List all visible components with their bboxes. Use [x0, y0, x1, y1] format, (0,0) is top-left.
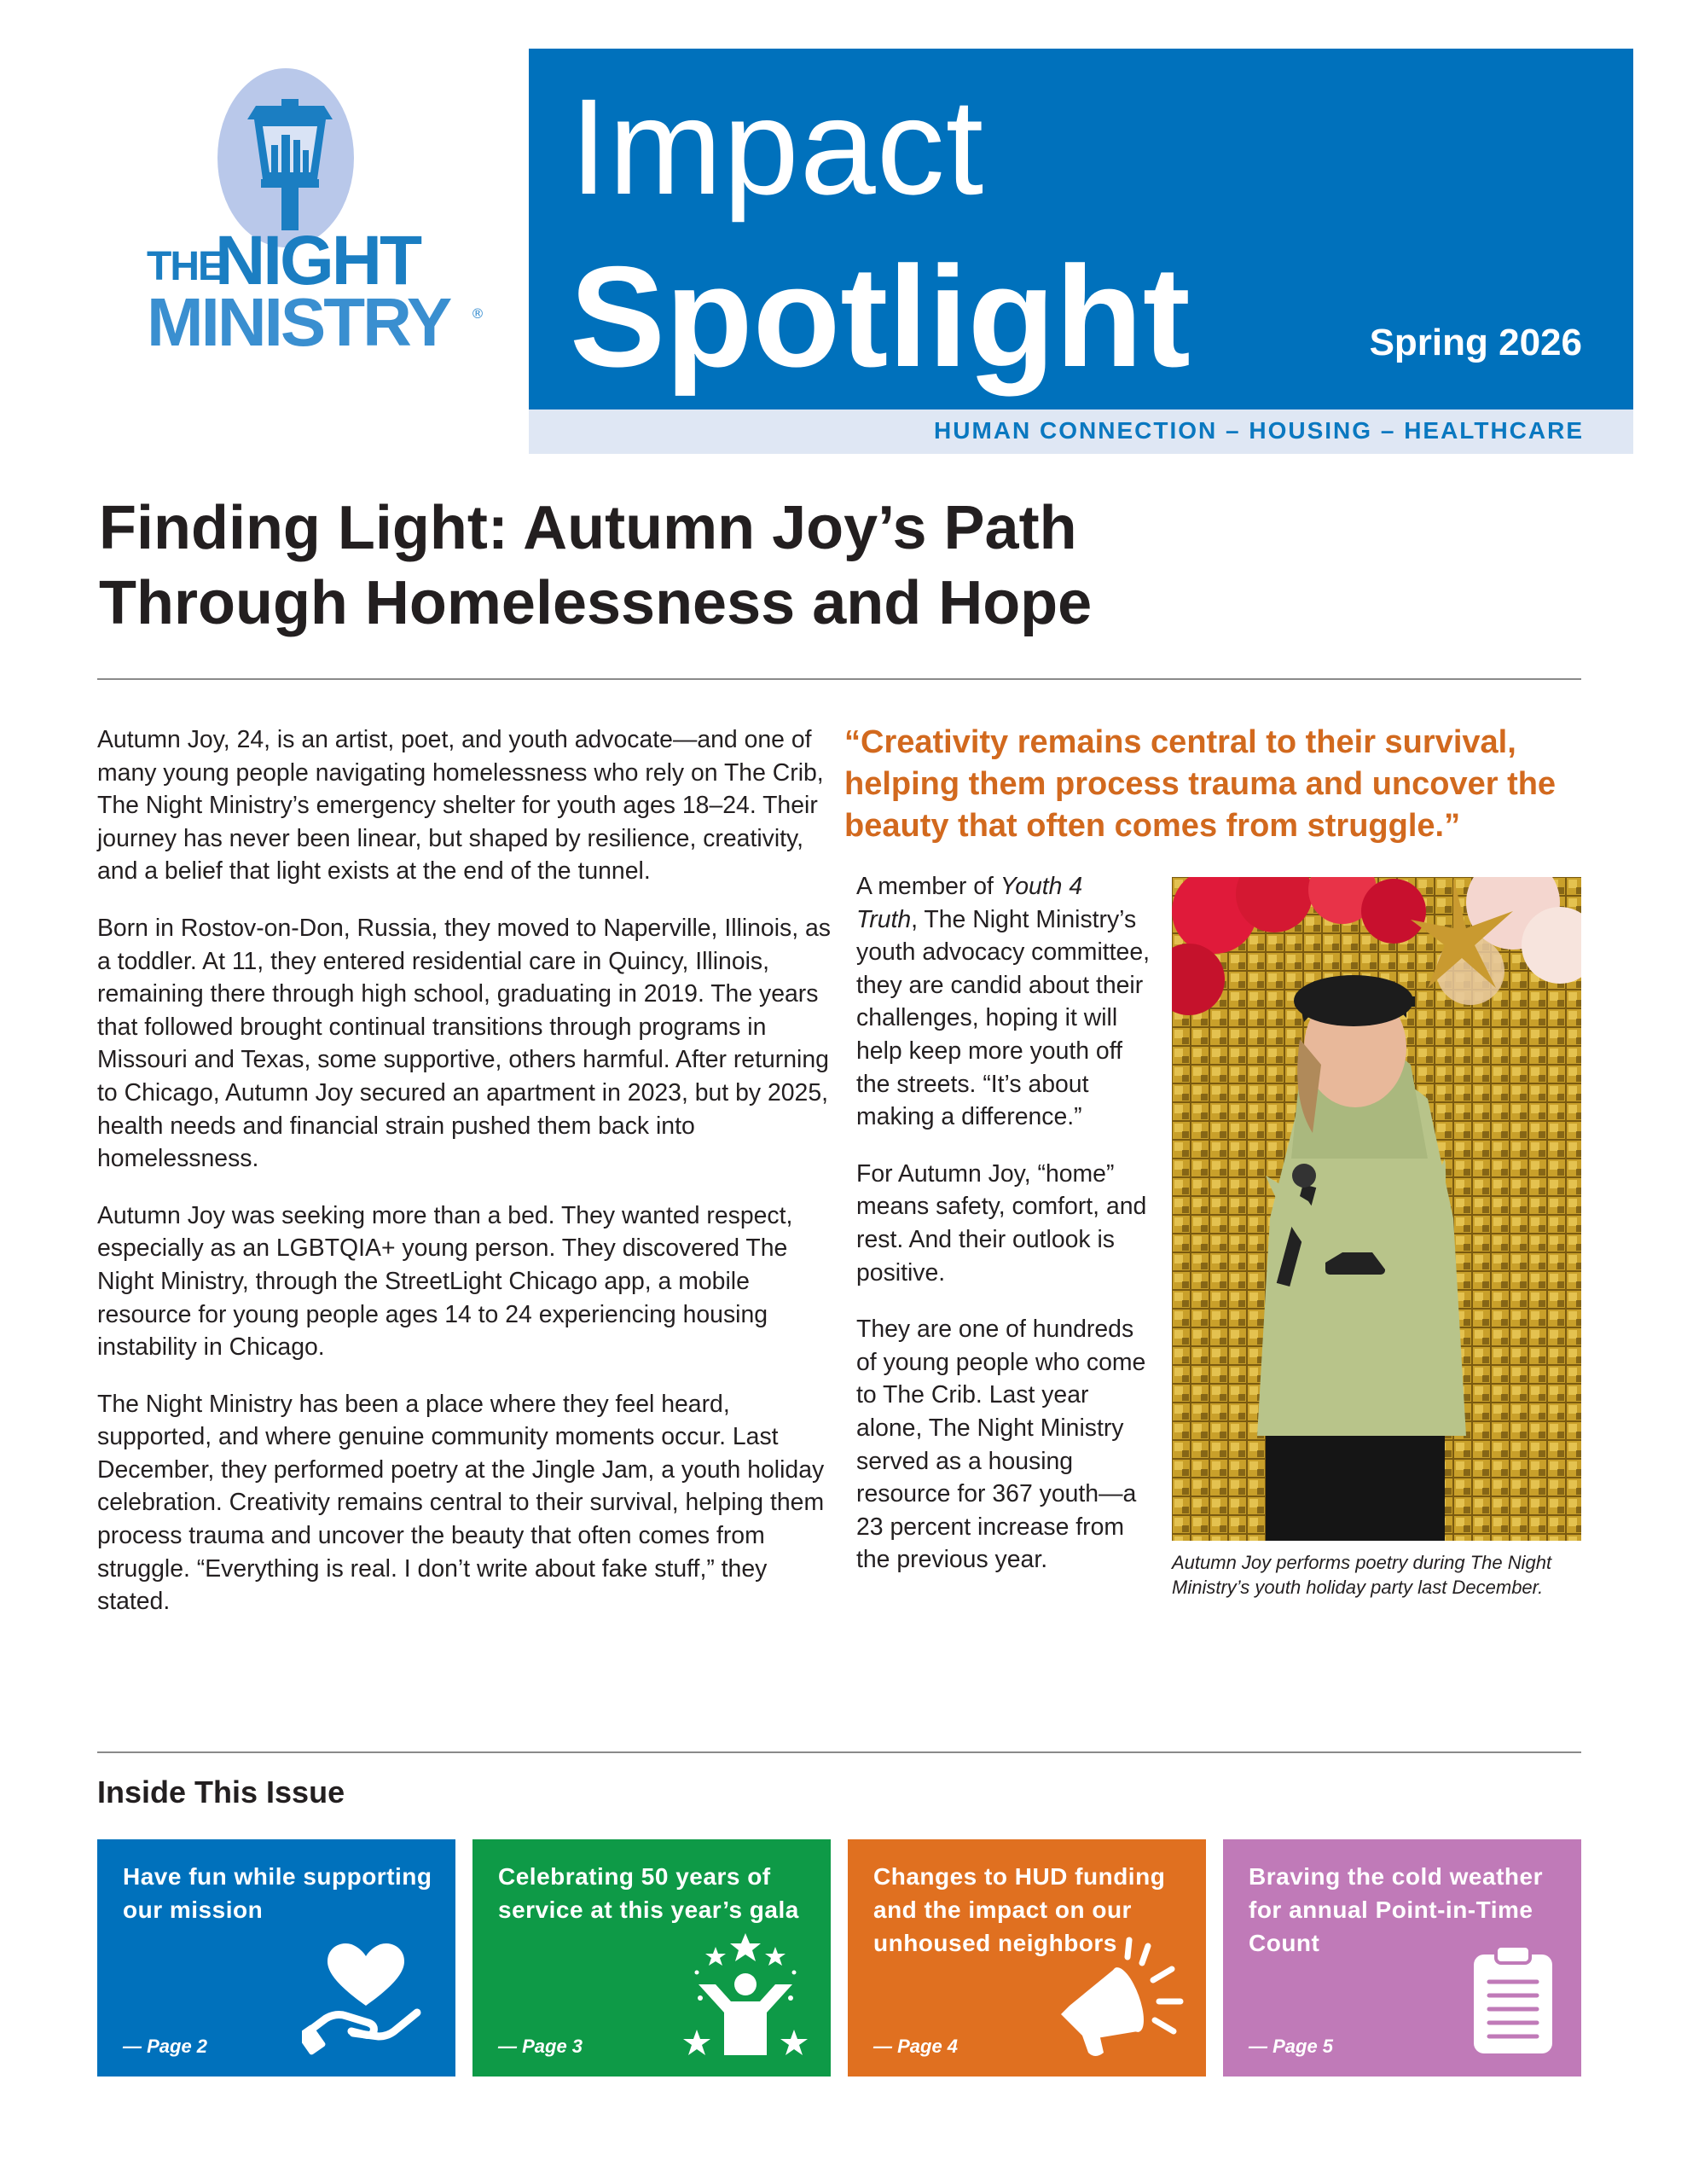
- megaphone-icon: [1052, 1933, 1189, 2061]
- text-run: , The Night Ministry’s youth advocacy committee, they are candid about their challenges, hoping it will help keep more youth off the streets. “It’s about making a difference.”: [856, 905, 1151, 1131]
- divider-bottom: [97, 1751, 1581, 1753]
- masthead-title-spotlight: Spotlight: [570, 236, 1191, 397]
- card-page-ref: — Page 5: [1249, 2036, 1334, 2057]
- celebration-icon: [681, 1931, 809, 2059]
- issue-card-page-5[interactable]: [1223, 1839, 1581, 2077]
- tagline-bar: [529, 410, 1633, 454]
- clipboard-icon: [1470, 1946, 1556, 2057]
- registered-mark: ®: [471, 305, 484, 322]
- card-page-ref: — Page 4: [873, 2036, 959, 2057]
- card-page-ref: — Page 3: [498, 2036, 583, 2057]
- masthead-title-impact: Impact: [570, 70, 985, 223]
- masthead: [529, 49, 1633, 410]
- paragraph: The Night Ministry has been a place where they feel heard, supported, and where genuine community moments occur. Last December, they performed poetry at the Jingle Jam, a youth holiday celebration. Creativity remains central to their survival, helping them process trauma and uncover the beauty that often comes from struggle. “Everything is real. I don’t write about fake stuff,” they stated.: [97, 1390, 825, 1616]
- article-body-left: [97, 723, 831, 1642]
- photo-caption: Autumn Joy performs poetry during The Night Ministry’s youth holiday party last December.: [1172, 1552, 1552, 1598]
- card-title: Have fun while supporting our mission: [123, 1863, 432, 1923]
- card-title: Braving the cold weather for annual Point-in-Time Count: [1249, 1863, 1543, 1956]
- text-run: A member of: [856, 873, 1000, 900]
- night-ministry-logo: [136, 51, 512, 375]
- paragraph: Autumn Joy, 24, is an artist, poet, and youth advocate—and one of many young people navigating homelessness who rely on The Crib, The Night Ministry’s emergency shelter for youth ages 18–24. Their journey has never been linear, but shaped by resilience, creativity, and a belief that light exists at the end of the tunnel.: [97, 726, 824, 886]
- paragraph: Born in Rostov-on-Don, Russia, they moved to Naperville, Illinois, as a toddler. At 11, they entered residential care in Quincy, Illinois, remaining there through high school, graduating in 2019. The years that followed brought continual transitions through programs in Missouri and Texas, some supportive, others harmful. After returning to Chicago, Autumn Joy secured an apartment in 2023, but by 2025, health needs and financial strain pushed them back into homelessness.: [97, 914, 831, 1173]
- logo-night: NIGHT: [215, 222, 420, 299]
- paragraph: For Autumn Joy, “home” means safety, comfort, and rest. And their outlook is positive.: [856, 1159, 1147, 1287]
- logo-the: THE: [147, 244, 223, 289]
- card-page-ref: — Page 2: [123, 2036, 208, 2057]
- inside-this-issue-title: Inside This Issue: [97, 1774, 345, 1809]
- headline-line-2: Through Homelessness and Hope: [99, 569, 1093, 637]
- issue-season: Spring 2026: [1369, 322, 1582, 363]
- card-title: Celebrating 50 years of service at this year’s gala: [498, 1863, 799, 1923]
- tagline: HUMAN CONNECTION – HOUSING – HEALTHCARE: [934, 417, 1584, 444]
- logo-ministry: MINISTRY: [147, 284, 450, 360]
- divider-top: [97, 678, 1581, 680]
- issue-card-page-4[interactable]: [848, 1839, 1206, 2077]
- paragraph: They are one of hundreds of young people who come to The Crib. Last year alone, The Night Ministry served as a housing resource for 367 youth—a 23 percent increase from the previous year.: [856, 1316, 1146, 1574]
- article-body-middle: [856, 870, 1151, 1600]
- heart-hand-icon: [302, 1937, 430, 2057]
- article-photo: [1172, 877, 1581, 1541]
- paragraph: [856, 870, 1151, 1134]
- issue-card-page-2[interactable]: [97, 1839, 455, 2077]
- performer-photo-illustration: [1172, 877, 1581, 1541]
- committee-name: Youth 4 Truth: [856, 873, 1083, 933]
- pull-quote: “Creativity remains central to their survival, helping them process trauma and uncover the beauty that often comes from struggle.”: [844, 724, 1557, 844]
- issue-card-page-3[interactable]: [472, 1839, 831, 2077]
- paragraph: Autumn Joy was seeking more than a bed. They wanted respect, especially as an LGBTQIA+ young person. They discovered The Night Ministry, through the StreetLight Chicago app, a mobile resource for young people ages 14 to 24 experiencing housing instability in Chicago.: [97, 1201, 793, 1362]
- card-title: Changes to HUD funding and the impact on our unhoused neighbors: [873, 1863, 1166, 1956]
- headline-line-1: Finding Light: Autumn Joy’s Path: [99, 494, 1077, 562]
- article-headline: [99, 491, 1464, 641]
